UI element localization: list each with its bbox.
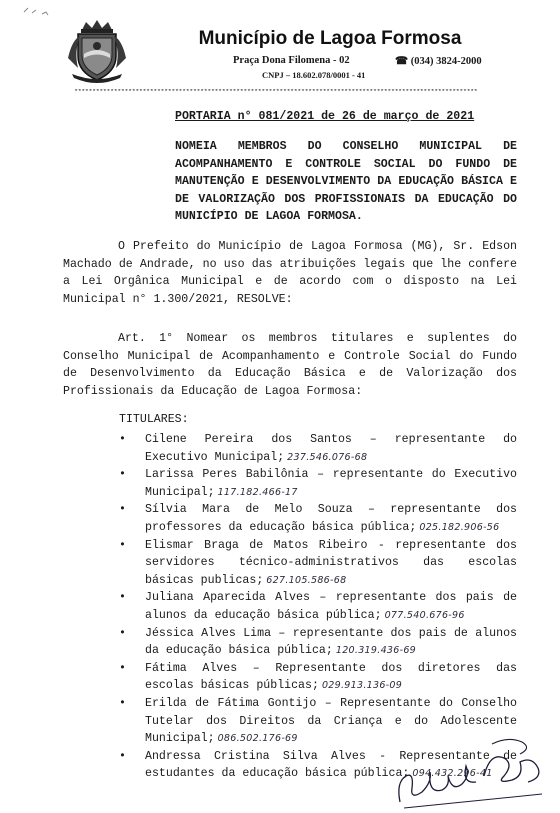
member-text: Larissa Peres Babilônia – representante do Executivo Municipal; [145,468,517,499]
handwritten-cpf: 120.319.436-69 [335,645,417,657]
handwritten-cpf: 094.432.296-41 [412,768,493,780]
handwritten-signature [392,732,552,812]
municipality-title: Município de Lagoa Formosa [198,28,462,49]
member-text: Fátima Alves – Representante dos diretores das escolas básicas públicas; [145,661,517,693]
handwritten-cpf: 237.546.076-68 [287,451,368,463]
list-item [119,537,517,590]
preamble-paragraph: O Prefeito do Município de Lagoa Formosa (MG), Sr. Edson Machado de Andrade, no uso das atribuições legais que lhe confere a Lei Orgânica Municipal e de acordo com o disposto na Lei Municipal n° 1.300/2021, RESOLVE: [63,240,517,306]
list-item [119,625,517,660]
handwritten-cpf: 086.502.176-69 [217,733,298,745]
titulares-list [119,431,517,783]
municipality-cnpj: CNPJ – 18.602.078/0001 - 41 [262,70,366,80]
member-text: Juliana Aparecida Alves – representante dos pais de alunos da educação básica pública; [145,591,517,622]
portaria-heading: PORTARIA n° 081/2021 de 26 de março de 2021 [175,110,475,123]
bullet: • [119,538,126,552]
municipality-address: Praça Dona Filomena - 02 [233,55,350,66]
bullet: • [119,503,126,517]
list-item [119,466,517,501]
ementa: NOMEIA MEMBROS DO CONSELHO MUNICIPAL DE ACOMPANHAMENTO E CONTROLE SOCIAL DO FUNDO DE MANUTENÇÃO E DESENVOLVIMENTO DA EDUCAÇÃO BÁSICA E DE VALORIZAÇÃO DOS PROFISSIONAIS DA EDUCAÇÃO DO MUNICÍPIO DE LAGOA FORMOSA. [175,140,517,224]
municipal-coat-of-arms-icon [64,18,130,84]
bullet: • [119,468,126,482]
list-item [119,589,517,624]
municipality-phone-line [395,55,482,67]
list-item [119,660,517,695]
municipality-phone: (034) 3824-2000 [410,56,482,67]
bullet: • [119,591,126,605]
member-text: Andressa Cristina Silva Alves - Representante de estudantes da educação básica pública; [145,749,517,781]
list-item [119,431,517,466]
list-item [119,501,517,536]
bullet: • [119,433,126,446]
member-text: Jéssica Alves Lima – representante dos pais de alunos da educação básica pública; [145,626,517,658]
bullet: • [119,696,126,710]
member-text: Erilda de Fátima Gontijo – Representante do Conselho Tutelar dos Direitos da Criança e do Adolescente Municipal; [145,696,517,746]
member-text: Elismar Braga de Matos Ribeiro - representante dos servidores técnico-administrativos das escolas básicas publicas; [145,538,517,587]
scan-mark [22,4,62,18]
article-1-paragraph: Art. 1° Nomear os membros titulares e suplentes do Conselho Municipal de Acompanhamento e Controle Social do Fundo de Desenvolvimento da Educação Básica e de Valorização dos Profissionais da Educação de Lagoa Formosa: [63,332,517,398]
telephone-icon: ☎ [395,56,409,67]
bullet: • [119,661,126,675]
handwritten-cpf: 029.913.136-09 [321,680,403,692]
titulares-label: TITULARES: [119,413,189,426]
handwritten-cpf: 077.540.676-96 [384,609,465,621]
header-separator: **************************************************************************************************************** [74,89,478,97]
bullet: • [119,626,126,640]
handwritten-cpf: 117.182.466-17 [217,486,298,498]
member-text: Cilene Pereira dos Santos – representante do Executivo Municipal; [145,433,517,464]
member-text: Sílvia Mara de Melo Souza – representante dos professores da educação básica pública; [145,503,517,534]
bullet: • [119,749,126,763]
handwritten-cpf: 627.105.586-68 [266,574,347,586]
handwritten-cpf: 025.182.906-56 [419,521,500,533]
